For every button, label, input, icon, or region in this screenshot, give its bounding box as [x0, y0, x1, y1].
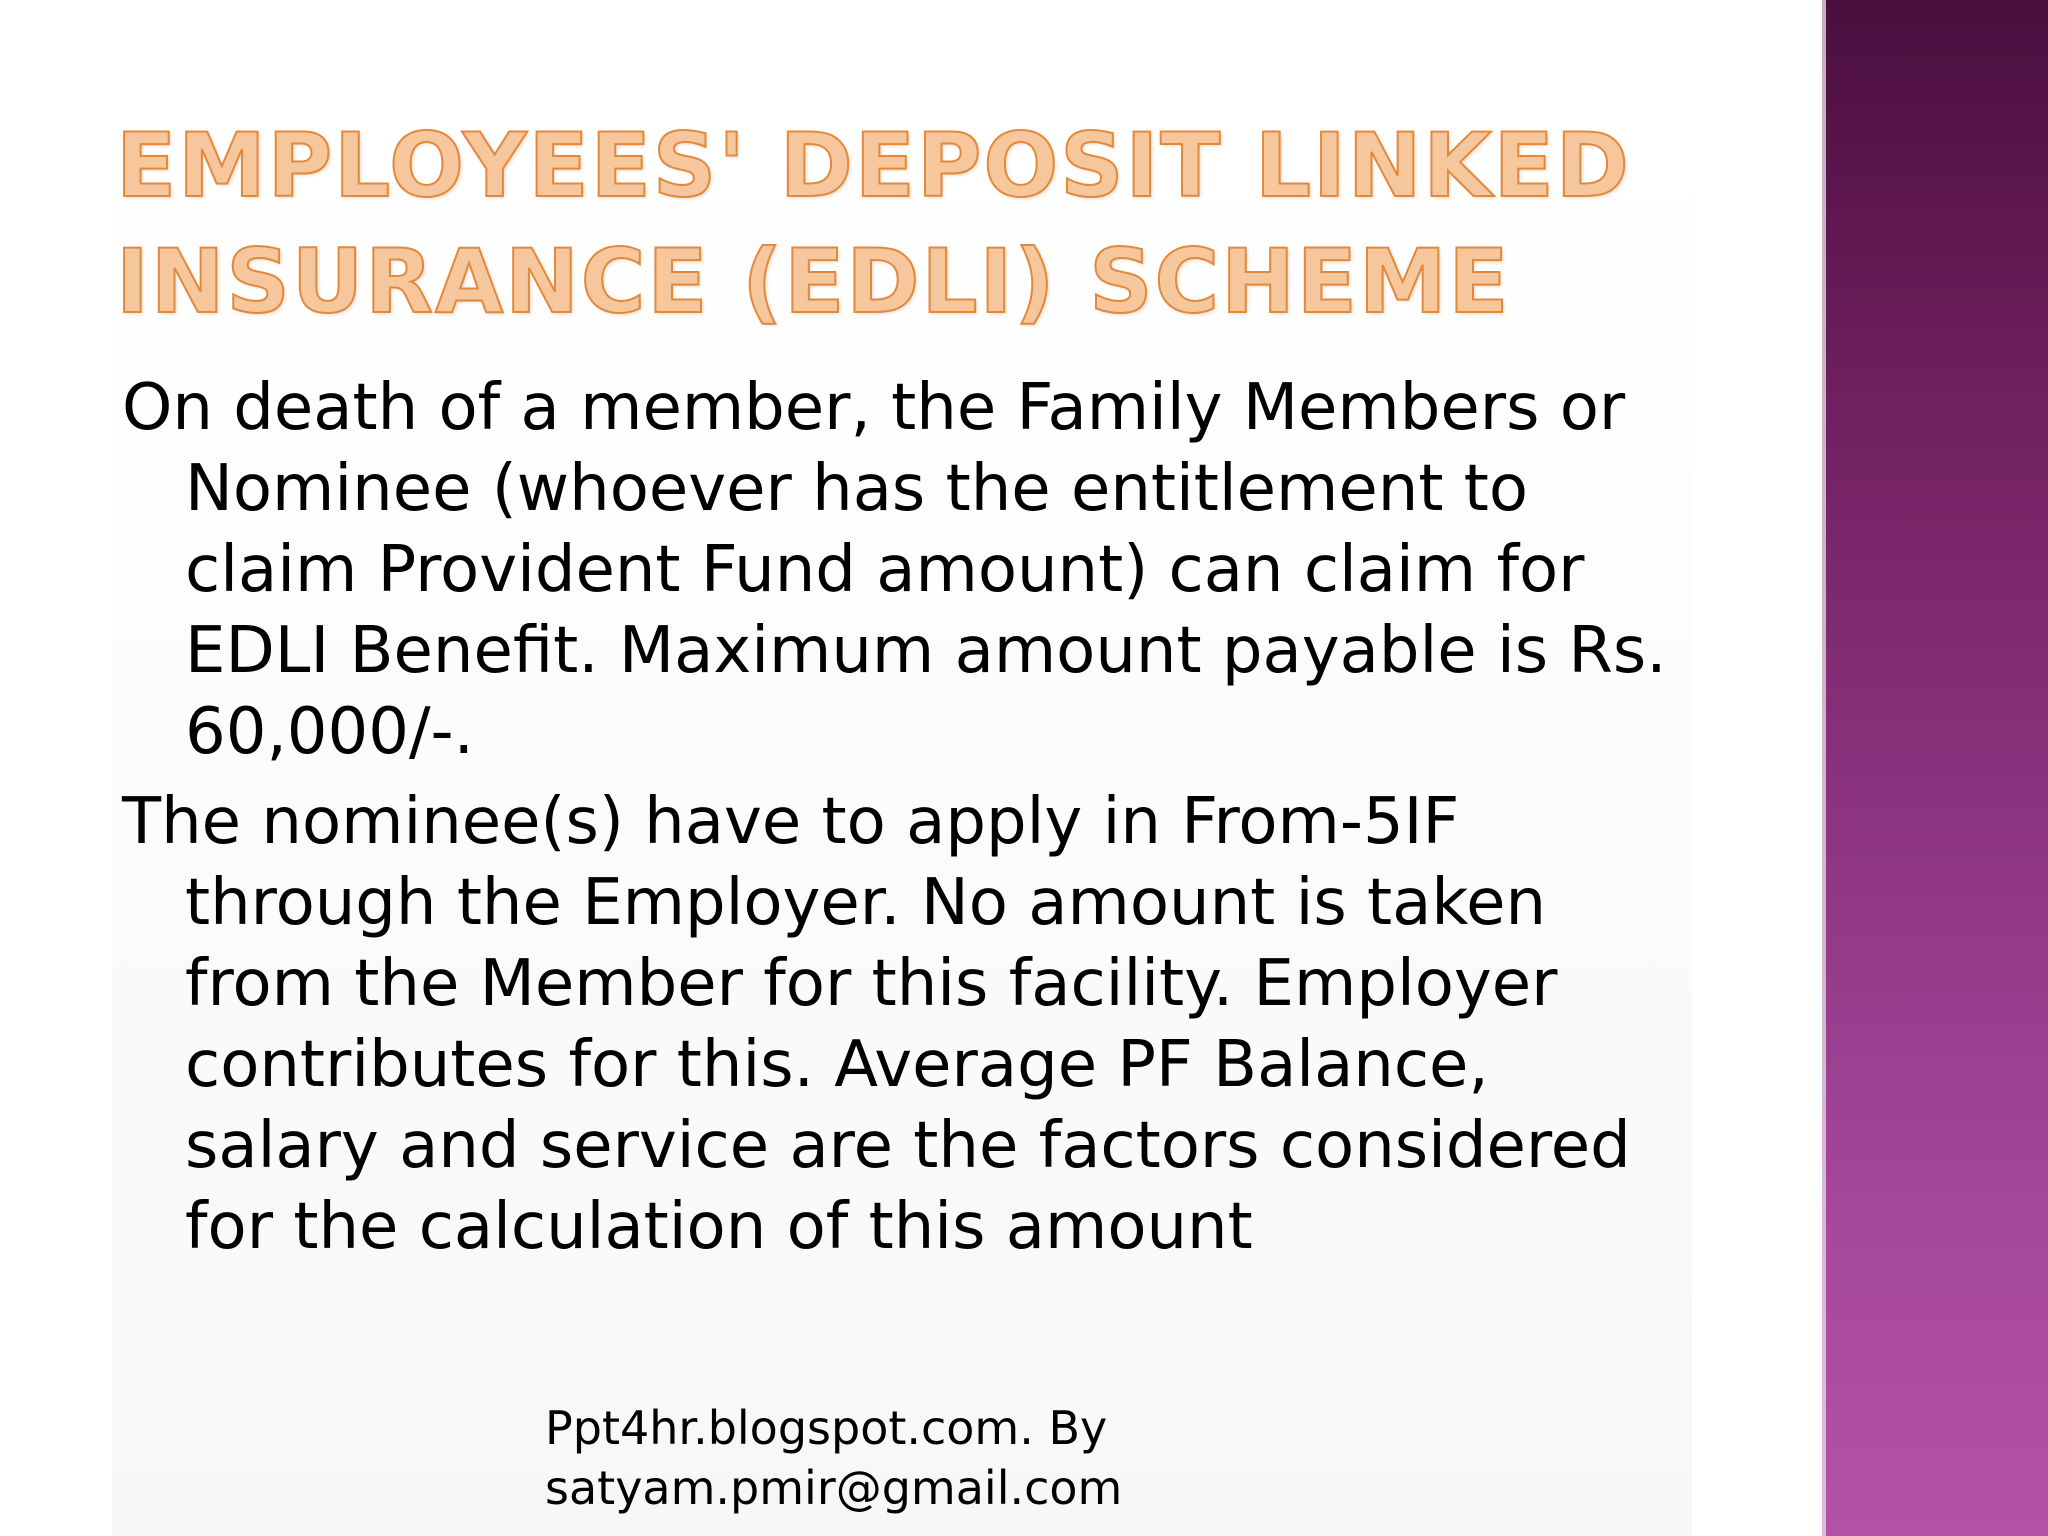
slide-title — [116, 108, 1676, 340]
footer-email: satyam.pmir@gmail.com — [545, 1461, 1123, 1515]
footer-blog-credit: Ppt4hr.blogspot.com. By — [545, 1401, 1108, 1455]
body-paragraph-nominee-application: The nominee(s) have to apply in From-5IF through the Employer. No amount is taken from the Member for this facility. Employer contributes for this. Average PF Balance, salary and service are the factors considered for the calculation of this amount — [122, 785, 1631, 1264]
slide-body — [122, 368, 1702, 1277]
slide-title-line-1: EMPLOYEES' DEPOSIT LINKED — [116, 114, 1631, 217]
slide-title-line-2: INSURANCE (EDLI) SCHEME — [116, 230, 1511, 333]
slide-footer — [545, 1398, 1122, 1518]
decorative-side-band — [1826, 0, 2048, 1536]
body-paragraph-death-claim: On death of a member, the Family Members or Nominee (whoever has the entitlement to claim Provident Fund amount) can claim for EDLI Benefit. Maximum amount payable is Rs. 60,000/-. — [122, 371, 1667, 769]
